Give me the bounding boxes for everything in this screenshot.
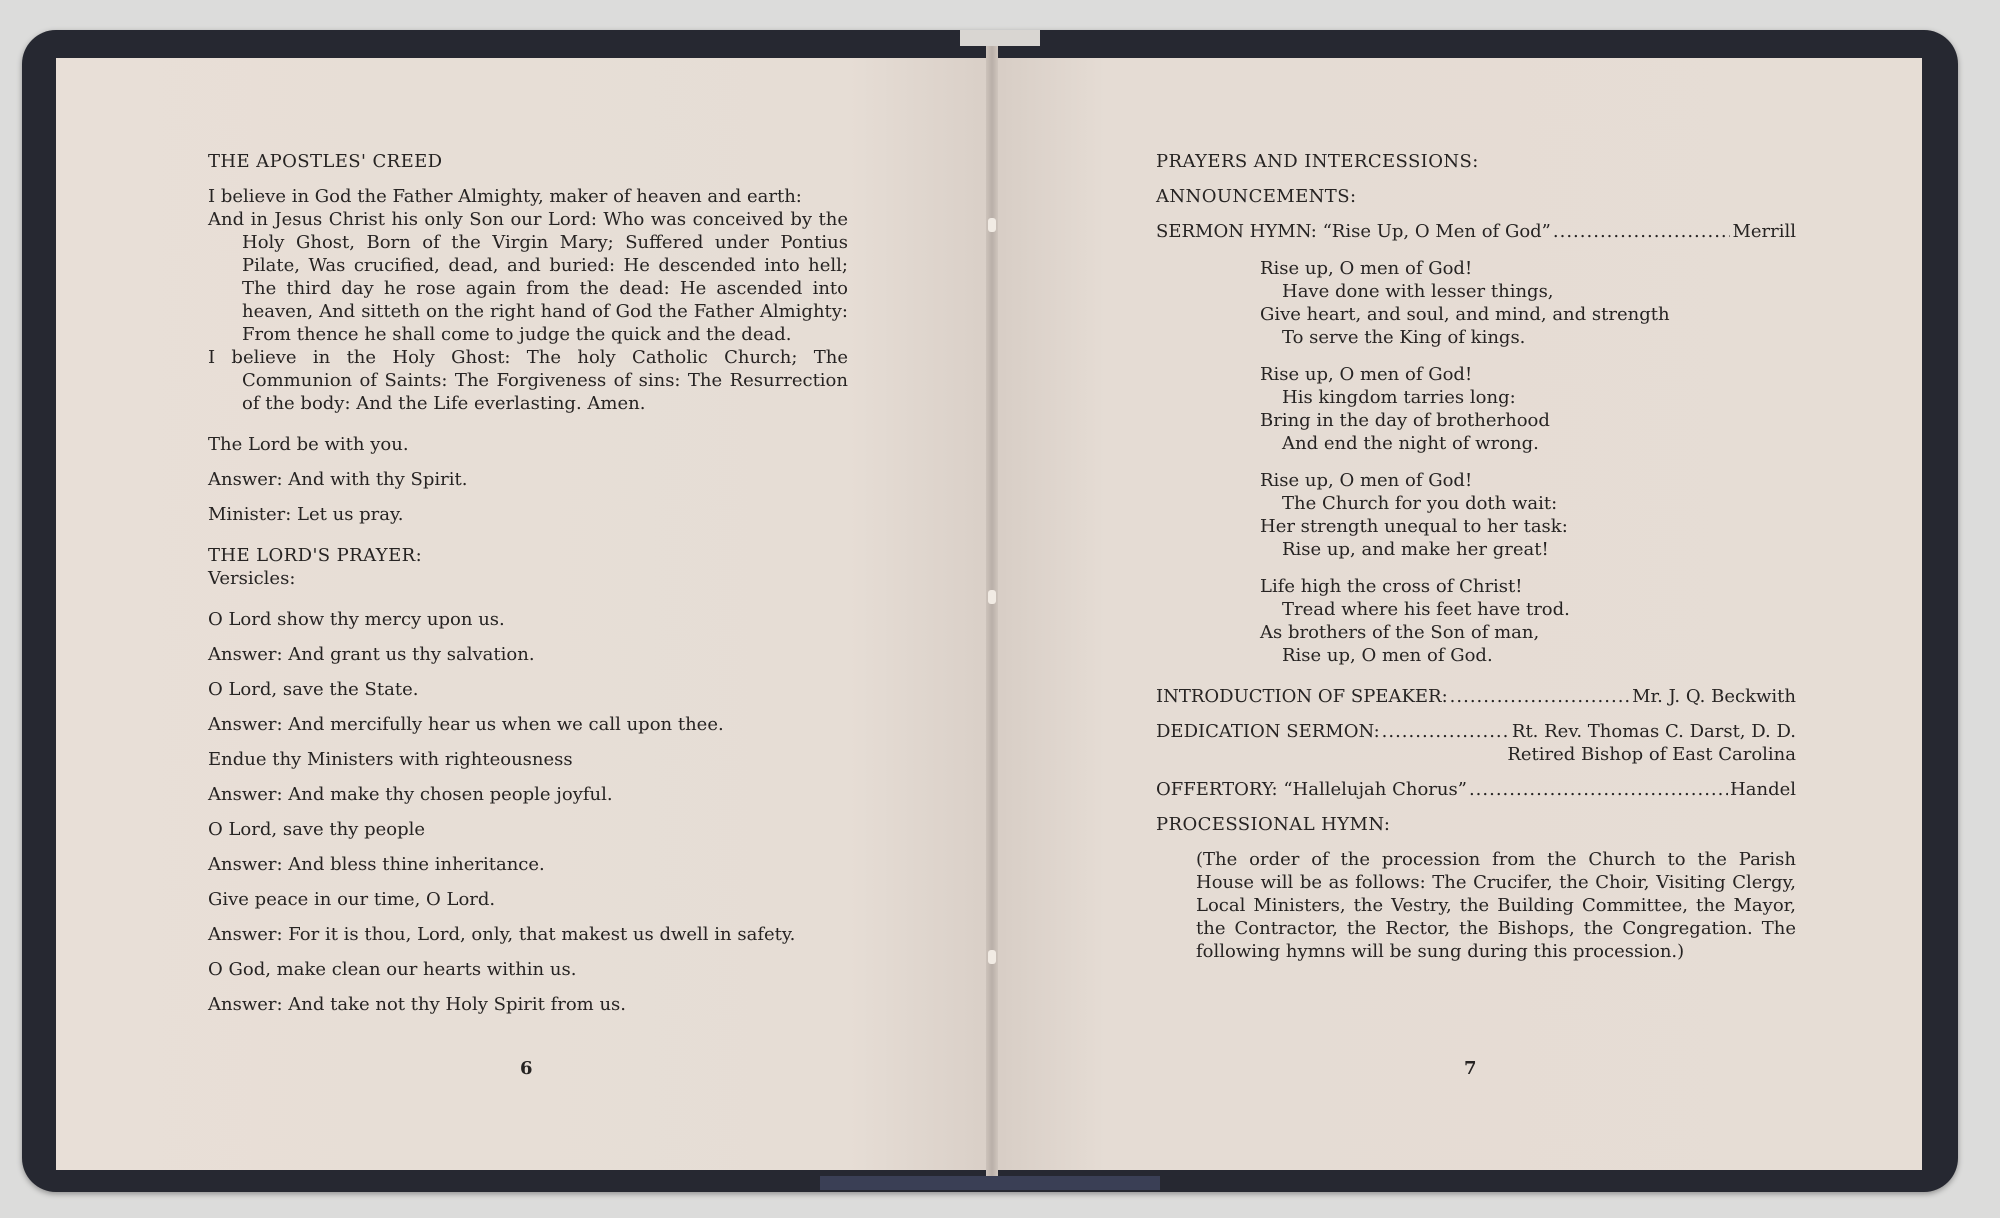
- response-line: Minister: Let us pray.: [208, 504, 404, 525]
- versicle-line: O Lord, save thy people: [208, 819, 426, 840]
- binding-stitch: [988, 218, 996, 232]
- versicle-line: Answer: And grant us thy salvation.: [208, 644, 535, 665]
- offertory-label: OFFERTORY: “Hallelujah Chorus”: [1156, 779, 1467, 800]
- versicle-line: Answer: And mercifully hear us when we call upon thee.: [208, 714, 724, 735]
- versicle-line: O Lord show thy mercy upon us.: [208, 609, 505, 630]
- offertory-composer: Handel: [1730, 779, 1796, 800]
- processional-heading: PROCESSIONAL HYMN:: [1156, 814, 1391, 835]
- hymn-line: Rise up, O men of God!: [1260, 470, 1473, 491]
- hymn-line: Tread where his feet have trod.: [1282, 599, 1570, 620]
- creed-line: I believe in the Holy Ghost: The holy Catholic Church; The Communion of Saints: The Forgiveness of sins: The Resurrection of the body: And the Life everlasting. Amen.: [208, 347, 848, 414]
- versicle-line: Answer: For it is thou, Lord, only, that makest us dwell in safety.: [208, 924, 796, 945]
- hymn-stanza: [1260, 469, 1796, 561]
- lords-prayer-heading: THE LORD'S PRAYER:: [208, 545, 423, 566]
- left-page-text: [208, 150, 848, 1016]
- hymn-stanza: [1260, 257, 1796, 349]
- hymn-stanza: [1260, 575, 1796, 667]
- response-line: Answer: And with thy Spirit.: [208, 469, 468, 490]
- hymn-line: Give heart, and soul, and mind, and strength: [1260, 304, 1670, 325]
- right-page-text: [1156, 150, 1796, 963]
- dot-leader: [1382, 720, 1510, 743]
- dedication-line: [1156, 720, 1796, 743]
- hymn-line: Rise up, and make her great!: [1282, 539, 1549, 560]
- versicle-line: O Lord, save the State.: [208, 679, 419, 700]
- dedication-speaker-title: Retired Bishop of East Carolina: [1507, 744, 1796, 765]
- hymn-lyrics: [1156, 257, 1796, 667]
- versicle-line: O God, make clean our hearts within us.: [208, 959, 577, 980]
- dedication-label: DEDICATION SERMON:: [1156, 721, 1380, 742]
- hymn-line: Rise up, O men of God!: [1260, 364, 1473, 385]
- binding-stitch: [988, 590, 996, 604]
- hymn-line: Her strength unequal to her task:: [1260, 516, 1568, 537]
- sermon-hymn-line: [1156, 220, 1796, 243]
- dot-leader: [1469, 778, 1728, 801]
- versicle-line: Answer: And bless thine inheritance.: [208, 854, 545, 875]
- introduction-label: INTRODUCTION OF SPEAKER:: [1156, 686, 1448, 707]
- prayers-heading: PRAYERS AND INTERCESSIONS:: [1156, 151, 1479, 172]
- dedication-speaker: Rt. Rev. Thomas C. Darst, D. D.: [1511, 721, 1796, 742]
- dot-leader: [1553, 220, 1731, 243]
- spine-top-tab: [960, 30, 1040, 46]
- announcements-heading: ANNOUNCEMENTS:: [1156, 186, 1357, 207]
- creed-line: I believe in God the Father Almighty, maker of heaven and earth:: [208, 186, 802, 207]
- versicles-label: Versicles:: [208, 568, 296, 589]
- hymn-line: Rise up, O men of God!: [1260, 258, 1473, 279]
- sermon-hymn-label: SERMON HYMN: “Rise Up, O Men of God”: [1156, 221, 1551, 242]
- versicle-line: Answer: And make thy chosen people joyful.: [208, 784, 613, 805]
- hymn-line: Rise up, O men of God.: [1282, 645, 1493, 666]
- hymn-line: His kingdom tarries long:: [1282, 387, 1516, 408]
- versicle-line: Answer: And take not thy Holy Spirit from us.: [208, 994, 627, 1015]
- sermon-hymn-composer: Merrill: [1732, 221, 1796, 242]
- introduction-line: [1156, 685, 1796, 708]
- hymn-line: Life high the cross of Christ!: [1260, 576, 1523, 597]
- versicle-line: Endue thy Ministers with righteousness: [208, 749, 573, 770]
- book-gutter: [986, 46, 998, 1180]
- binding-stitch: [988, 950, 996, 964]
- versicle-line: Give peace in our time, O Lord.: [208, 889, 496, 910]
- dot-leader: [1450, 685, 1630, 708]
- hymn-stanza: [1260, 363, 1796, 455]
- page-number-right: 7: [1464, 1058, 1477, 1079]
- apostles-creed-heading: THE APOSTLES' CREED: [208, 151, 443, 172]
- page-number-left: 6: [520, 1058, 533, 1079]
- response-line: The Lord be with you.: [208, 434, 409, 455]
- hymn-line: To serve the King of kings.: [1282, 327, 1526, 348]
- spine-binding: [820, 1176, 1160, 1190]
- processional-note: (The order of the procession from the Church to the Parish House will be as follows: The Crucifer, the Choir, Visiting Clergy, Local Ministers, the Vestry, the Building Committee, the Mayor, the Contractor, the Rector, the Bishops, the Congregation. The following hymns will be sung during this procession.): [1196, 849, 1796, 962]
- hymn-line: And end the night of wrong.: [1282, 433, 1539, 454]
- introduction-speaker: Mr. J. Q. Beckwith: [1632, 686, 1796, 707]
- hymn-line: Bring in the day of brotherhood: [1260, 410, 1550, 431]
- hymn-line: The Church for you doth wait:: [1282, 493, 1558, 514]
- creed-line: And in Jesus Christ his only Son our Lord: Who was conceived by the Holy Ghost, Born of the Virgin Mary; Suffered under Pontius Pilate, Was crucified, dead, and buried: He descended into hell; The third day he rose again from the dead: He ascended into heaven, And sitteth on the right hand of God the Father Almighty: From thence he shall come to judge the quick and the dead.: [208, 209, 848, 345]
- offertory-line: [1156, 778, 1796, 801]
- hymn-line: Have done with lesser things,: [1282, 281, 1554, 302]
- hymn-line: As brothers of the Son of man,: [1260, 622, 1540, 643]
